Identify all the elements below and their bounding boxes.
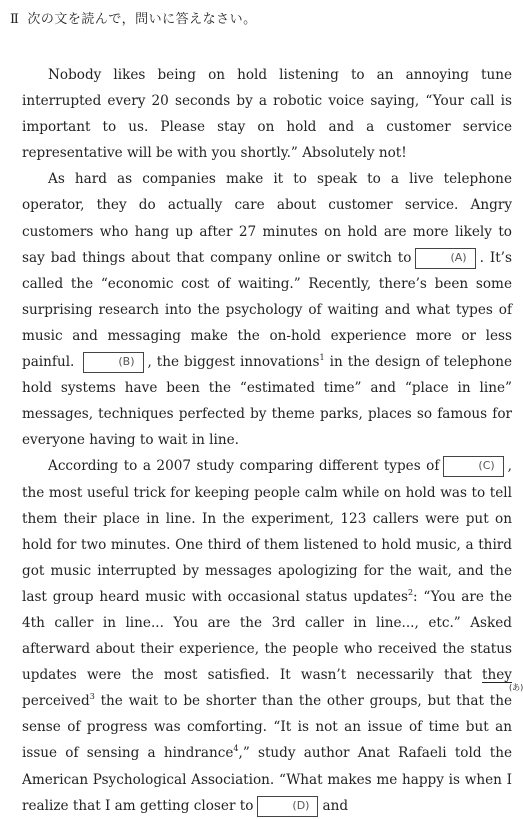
footnote-marker-1: 1 [319,353,325,363]
blank-a: (A) [415,248,475,269]
paragraph-2-text-3: , the biggest innovations [147,354,320,371]
footnote-marker-3: 3 [89,692,95,702]
blank-c: (C) [443,456,503,477]
footnote-marker-2: 2 [407,587,414,597]
underline-mark-a: (あ) [509,683,523,693]
paragraph-3-text-7: and [322,797,349,814]
paragraph-3-text-3: : “You are the 4th caller in line... You are the 3rd caller in line..., etc.” Asked afterward about their experience, the people who received the status updates were the most satisfied. It wasn’t necessarily that [22,588,512,684]
paragraph-1 [22,62,512,166]
blank-b: (B) [83,352,143,373]
instruction-text: 次の文を読んで，問いに答えなさい。 [27,12,257,27]
paragraph-3-text-2: , the most useful trick for keeping people calm while on hold was to tell them their place in line. In the experiment, 123 callers were put on hold for two minutes. One third of them listened to hold music, a third got music interrupted by messages apologizing for the wait, and the last group heard music with occasional status updates [22,458,512,605]
paragraph-3-text-6: ,” study author Anat Rafaeli told the American Psychological Association. “What makes me happy is when I realize that I am getting closer to [22,745,512,814]
paragraph-1-text: Nobody likes being on hold listening to an annoying tune interrupted every 20 seconds by a robotic voice saying, “Your call is important to us. Please stay on hold and a customer service representative will be with you shortly.” Absolutely not! [22,67,512,162]
blank-d: (D) [257,796,318,817]
paragraph-2-text-4: in the design of telephone hold systems have been the “estimated time” and “place in line” messages, techniques perfected by theme parks, places so famous for everyone having to wait in line. [22,354,512,449]
underlined-word: they [482,667,512,684]
paragraph-3 [22,453,523,818]
paragraph-2 [22,166,512,453]
paragraph-2-text-1: As hard as companies make it to speak to a live telephone operator, they do actually care about customer service. Angry customers who hang up after 27 minutes on hold are more likely to say bad things about that company online or switch to [22,171,512,266]
footnote-marker-4: 4 [233,744,239,754]
section-number: Ⅱ [10,12,20,27]
paragraph-3-text-5: the wait to be shorter than the other groups, but that the sense of progress was comforting. “It is not an issue of time but an issue of sensing a hindrance [22,693,513,762]
underlined-word-a [482,667,523,693]
paragraph-3-text-1: According to a 2007 study comparing different types of [48,458,440,475]
reading-passage [22,62,523,819]
question-heading [10,8,257,27]
paragraph-2-text-2: . It’s called the “economic cost of waiting.” Recently, there’s been some surprising research into the psychology of waiting and what types of music and messaging make the on-hold experience more or less painful. [22,249,512,371]
paragraph-3-text-4: perceived [22,693,90,710]
